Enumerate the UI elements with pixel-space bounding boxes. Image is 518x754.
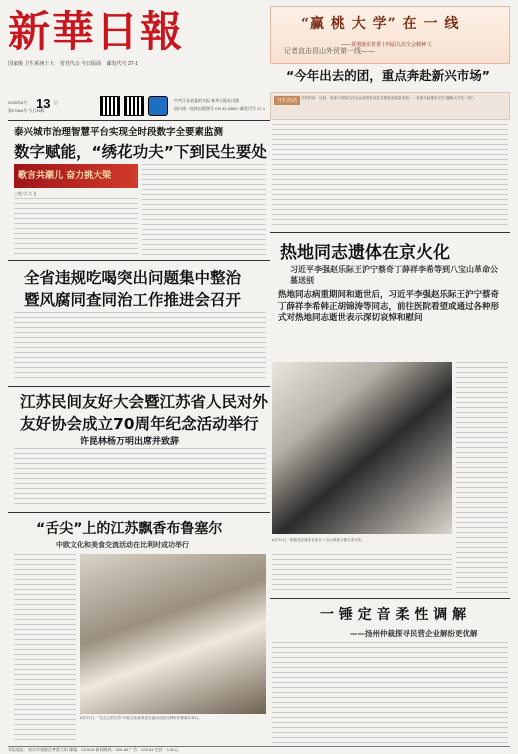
- story2-headline-line1: 全省违规吃喝突出问题集中整治: [24, 269, 242, 287]
- story5-lead: 热地同志病重期间和逝世后，习近平李强赵乐际王沪宁蔡奇丁薛祥李希韩正胡锦涛等同志，前往医院看望或通过各种形式对热地同志逝世表示深切哀悼和慰问: [278, 290, 500, 323]
- story5-side-body: [456, 362, 508, 594]
- qr-code-icon: [100, 96, 120, 116]
- qr-code-icon: [124, 96, 144, 116]
- date-label: 2025年6月: [8, 100, 28, 105]
- masthead-info-item: 邮发代号 27-1: [106, 61, 138, 67]
- issue-number: 第27664号 今日16版: [8, 108, 45, 113]
- story6-body: [272, 642, 508, 744]
- story1-body-right: [142, 164, 266, 256]
- masthead-info-item: 国家级 卫生系统十大: [8, 61, 55, 67]
- divider: [8, 386, 270, 387]
- culture-slogan: 歌言共潮儿 奋力挑大梁: [18, 171, 112, 181]
- intro-text: 开栏的话：目前，省委十四届九次全会奋进发动扎实推进高质量发展……本报今起推出专栏“赢桃大学在一线”。: [301, 96, 477, 100]
- story6-headline: 一 锤 定 音 柔 性 调 解: [320, 607, 467, 623]
- intro-box: [270, 92, 510, 120]
- masthead: [8, 6, 258, 74]
- intro-tag: 开栏的话: [274, 96, 300, 105]
- story3-body: [14, 448, 266, 508]
- story6-subheadline: ——扬州仲裁探寻民营企业解纷更优解: [350, 629, 478, 638]
- story3-subheadline: 许昆林杨万明出席并致辞: [80, 437, 180, 447]
- publisher: 中共江苏省委机关报 新华日报社出版: [174, 98, 240, 103]
- weekday: 日: [54, 100, 58, 105]
- contact: 国内统一连续出版物号 CN 32-0080 / 邮发代号 27-1: [174, 106, 266, 111]
- story4-body: [14, 554, 76, 744]
- story2-body: [14, 312, 266, 382]
- culture-strip: [14, 164, 138, 188]
- story1-headline: 数字赋能，“绣花功夫”下到民生要处: [14, 143, 267, 161]
- app-logo-icon: [148, 96, 168, 116]
- story5-photo: [272, 362, 452, 534]
- divider: [8, 120, 270, 121]
- story4-photo: [80, 554, 266, 714]
- story2-headline-line2: 暨风腐同查同治工作推进会召开: [24, 291, 242, 309]
- issue-info-row: [8, 96, 270, 118]
- banner-headline: “今年出去的团，重点奔赴新兴市场”: [286, 68, 490, 83]
- newspaper-title: 新華日報: [8, 7, 185, 56]
- divider: [8, 260, 270, 261]
- banner-title: “赢 桃 大 学” 在 一 线: [301, 16, 460, 32]
- story5-headline: 热地同志遗体在京火化: [280, 243, 450, 263]
- story5-caption: 6月12日，热地同志遗体在北京八宝山革命公墓礼堂火化。: [272, 538, 366, 542]
- story3-headline-line2: 友好协会成立70周年纪念活动举行: [20, 415, 259, 433]
- story5-subheadline: 习近平李强赵乐际王沪宁蔡奇丁薛祥李希等到八宝山革命公墓送别: [290, 265, 498, 285]
- divider: [8, 512, 270, 513]
- footer: 本报地址：南京市建邺区梦都大街 邮编：210019 新闻热线：025-88 广告：025-84 定价：1.50元: [8, 746, 510, 752]
- masthead-info: [8, 60, 258, 67]
- story4-headline: “舌尖”上的江苏飘香布鲁塞尔: [36, 521, 223, 537]
- banner-article-body: [272, 124, 508, 228]
- banner-subtitle: ——贯彻落实省委十四届九次全会精神 ①: [341, 42, 433, 48]
- reporter-line: 记者直击昆山外贸第一线——: [284, 47, 375, 55]
- date-day: 13: [36, 96, 51, 111]
- divider: [270, 598, 510, 599]
- story4-caption: 6月11日，“舌尖上的江苏”中欧文化和美食交流活动在比利时布鲁塞尔举行。: [80, 716, 202, 720]
- masthead-info-item: 省党代会 今日版面: [59, 61, 102, 67]
- divider: [270, 232, 510, 233]
- story1-kicker: 泰兴城市治理智慧平台实现全时段数字全要素监测: [14, 127, 224, 138]
- story5-body: [272, 554, 452, 594]
- story3-headline-line1: 江苏民间友好大会暨江苏省人民对外: [20, 393, 269, 411]
- story4-subheadline: 中欧文化和美食交流活动在比利时成功举行: [56, 541, 189, 549]
- story1-body-left: [14, 198, 138, 256]
- story1-byline: 三级 ◎ 九飞: [14, 191, 37, 196]
